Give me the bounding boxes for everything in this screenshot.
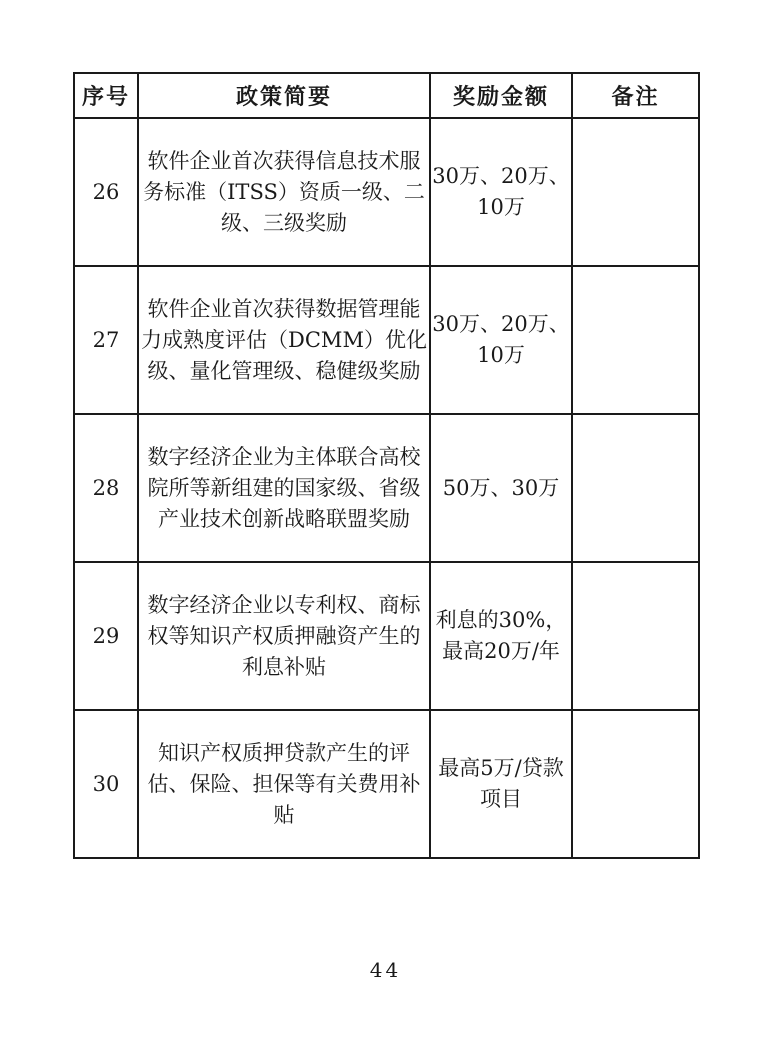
remark-cell — [572, 562, 699, 710]
header-amount: 奖励金额 — [430, 73, 572, 118]
table-row — [74, 710, 699, 858]
reward-amount: 50万、30万 — [430, 414, 572, 562]
remark-cell — [572, 266, 699, 414]
row-number: 29 — [74, 562, 138, 710]
row-number: 26 — [74, 118, 138, 266]
policy-summary: 软件企业首次获得数据管理能力成熟度评估（DCMM）优化级、量化管理级、稳健级奖励 — [138, 266, 430, 414]
policy-summary: 数字经济企业以专利权、商标权等知识产权质押融资产生的利息补贴 — [138, 562, 430, 710]
policy-table — [73, 72, 700, 859]
policy-summary: 知识产权质押贷款产生的评估、保险、担保等有关费用补贴 — [138, 710, 430, 858]
policy-summary: 数字经济企业为主体联合高校院所等新组建的国家级、省级产业技术创新战略联盟奖励 — [138, 414, 430, 562]
table-row — [74, 562, 699, 710]
reward-amount: 最高5万/贷款项目 — [430, 710, 572, 858]
remark-cell — [572, 118, 699, 266]
reward-amount: 30万、20万、10万 — [430, 118, 572, 266]
reward-amount: 利息的30%，最高20万/年 — [430, 562, 572, 710]
policy-summary: 软件企业首次获得信息技术服务标准（ITSS）资质一级、二级、三级奖励 — [138, 118, 430, 266]
header-summary: 政策简要 — [138, 73, 430, 118]
remark-cell — [572, 710, 699, 858]
remark-cell — [572, 414, 699, 562]
table-row — [74, 118, 699, 266]
row-number: 30 — [74, 710, 138, 858]
table-row — [74, 414, 699, 562]
row-number: 28 — [74, 414, 138, 562]
header-remark: 备注 — [572, 73, 699, 118]
header-no: 序号 — [74, 73, 138, 118]
table-header-row — [74, 73, 699, 118]
table-row — [74, 266, 699, 414]
row-number: 27 — [74, 266, 138, 414]
reward-amount: 30万、20万、10万 — [430, 266, 572, 414]
page-number: 44 — [369, 958, 402, 982]
